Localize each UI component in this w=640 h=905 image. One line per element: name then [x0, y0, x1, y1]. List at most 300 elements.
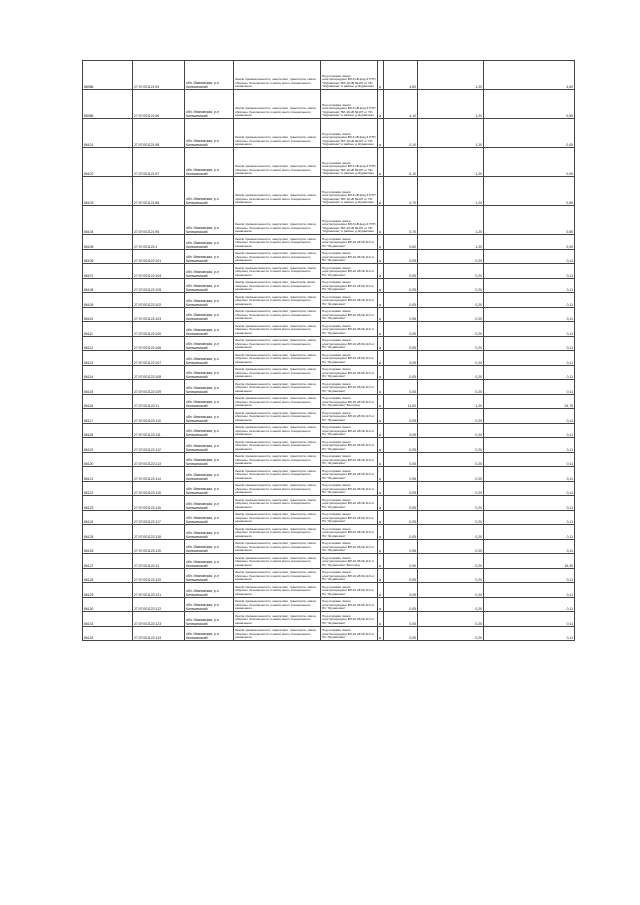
table-row [83, 626, 575, 641]
cadastral-number-cell: 27:07:001122:114 [133, 467, 185, 482]
row-id-cell: 86103 [83, 177, 133, 206]
unit-cell: а [378, 626, 384, 641]
cadastral-number-cell: 27:07:001122:12 [133, 554, 185, 569]
area-cell: 0,05 [384, 539, 418, 554]
table-row [83, 380, 575, 395]
unit-cell: а [378, 235, 384, 250]
cadastral-number-cell: 27:07:001122:102 [133, 293, 185, 308]
row-id-cell: 86126 [83, 539, 133, 554]
table-row [83, 568, 575, 583]
row-id-cell: 86111 [83, 322, 133, 337]
land-category-cell: Земли промышленности, энергетики, транспорta, связи, обороны, безопасности и земли иного специального назначения [234, 278, 321, 293]
total-cell: 0,11 [484, 307, 575, 322]
land-category-cell: Земли промышленности, энергетики, транспорта, связи, обороны, безопасности и земли иного специального назначения [234, 351, 321, 366]
total-cell: 0,11 [484, 293, 575, 308]
cadastral-number-cell: 27:07:001122:104 [133, 264, 185, 279]
value-cell: 1,20 [418, 394, 484, 409]
object-description-cell: Под опорами линии электропередачи ВЛ-10 кВ № 113 от ПС "Журавлево" [321, 351, 378, 366]
location-cell: обл. Ивановская, р-н Кинешемский [185, 351, 234, 366]
value-cell: 0,20 [418, 380, 484, 395]
area-cell: 0,05 [384, 351, 418, 366]
object-description-cell: Под опорами линии электропередачи ВЛ-10 кВ № 113 от ПС "Журавлево" [321, 568, 378, 583]
row-id-cell: 86086 [83, 90, 133, 119]
value-cell: 0,20 [418, 365, 484, 380]
total-cell: 0,11 [484, 539, 575, 554]
table-row [83, 365, 575, 380]
total-cell: 0,05 [484, 148, 575, 177]
area-cell: 0,05 [384, 467, 418, 482]
total-cell: 0,11 [484, 525, 575, 540]
value-cell: 1,20 [418, 235, 484, 250]
row-id-cell: 86108 [83, 278, 133, 293]
table-row [83, 612, 575, 627]
unit-cell: а [378, 90, 384, 119]
row-id-cell: 86105 [83, 235, 133, 250]
land-category-cell: Земли промышленности, энергетики, транспорта, связи, обороны, безопасности и земли иного специального назначения [234, 452, 321, 467]
unit-cell: а [378, 481, 384, 496]
value-cell: 1,20 [418, 177, 484, 206]
cadastral-number-cell: 27:07:001121:94 [133, 61, 185, 90]
unit-cell: а [378, 307, 384, 322]
total-cell: 0,11 [484, 481, 575, 496]
cadastral-number-cell: 27:07:001122:123 [133, 612, 185, 627]
area-cell: 0,05 [384, 336, 418, 351]
land-category-cell: Земли промышленности, энергетики, транспорта, связи, обороны, безопасности и земли иного специального назначения [234, 307, 321, 322]
value-cell: 0,20 [418, 539, 484, 554]
value-cell: 0,20 [418, 307, 484, 322]
object-description-cell: Под опорами линии электропередачи ВЛ-6 кВ фид.4 ПТП "Журавлево" ВЛ-10 кВ №107 от ПС "Журавлево" в районе д.Журавлево [321, 177, 378, 206]
table-row [83, 336, 575, 351]
area-cell: 0,70 [384, 206, 418, 235]
document-sheet [82, 60, 574, 866]
object-description-cell: Под опорами линии электропередачи ВЛ-10 кВ № 113 от ПС "Журавлево" [321, 438, 378, 453]
cadastral-number-cell: 27:07:001122:101 [133, 249, 185, 264]
cadastral-number-cell: 27:07:001121:98 [133, 119, 185, 148]
unit-cell: а [378, 61, 384, 90]
cadastral-number-cell: 27:07:001122:119 [133, 539, 185, 554]
row-id-cell: 86120 [83, 452, 133, 467]
unit-cell: а [378, 496, 384, 511]
land-category-cell: Земли промышленности, энергетики, транспорта, связи, обороны, безопасности и земли иного специального назначения [234, 525, 321, 540]
value-cell: 0,20 [418, 626, 484, 641]
location-cell: обл. Ивановская, р-н Кинешемский [185, 90, 234, 119]
cadastral-number-cell: 27:07:001121:86 [133, 177, 185, 206]
cadastral-number-cell: 27:07:001122:113 [133, 452, 185, 467]
total-cell: 0,11 [484, 597, 575, 612]
object-description-cell: Под опорами линии электропередачи ВЛ-10 кВ № 113 от ПС "Журавлево" [321, 365, 378, 380]
unit-cell: а [378, 423, 384, 438]
object-description-cell: Под опорами линии электропередачи ВЛ-10 кВ № 113 от ПС "Журавлево" [321, 293, 378, 308]
cadastral-number-cell: 27:07:001122:115 [133, 481, 185, 496]
total-cell: 0,11 [484, 510, 575, 525]
location-cell: обл. Ивановская, р-н Кинешемский [185, 496, 234, 511]
object-description-cell: Под опорами линии электропередачи ВЛ-10 кВ № 113 от ПС "Журавлево" [321, 264, 378, 279]
cadastral-number-cell: 27:07:001122:124 [133, 626, 185, 641]
area-cell: 0,60 [384, 235, 418, 250]
cadastral-number-cell: 27:07:001122:105 [133, 278, 185, 293]
land-category-cell: Земли промышленности, энергетики, транспорта, связи, обороны, безопасности и земли иного специального назначения [234, 264, 321, 279]
row-id-cell: 86101 [83, 119, 133, 148]
row-id-cell: 86114 [83, 365, 133, 380]
land-category-cell: Земли промышленности, энергетики, транспорта, связи, обороны, безопасности и земли иного специального назначения [234, 380, 321, 395]
object-description-cell: Под опорами линии электропередачи ВЛ-10 кВ № 113 от ПС "Журавлево" [321, 525, 378, 540]
cadastral-number-cell: 27:07:001122:103 [133, 307, 185, 322]
land-category-cell: Земли промышленности, энергетики, транспорта, связи, обороны, безопасности и земли иного специального назначения [234, 235, 321, 250]
row-id-cell: 86128 [83, 568, 133, 583]
row-id-cell: 86106 [83, 249, 133, 264]
row-id-cell: 86127 [83, 554, 133, 569]
location-cell: обл. Ивановская, р-н Кинешемский [185, 61, 234, 90]
object-description-cell: Под опорами линии электропередачи ВЛ-10 кВ № 113 от ПС "Журавлево" [321, 452, 378, 467]
area-cell: 0,05 [384, 568, 418, 583]
value-cell: 1,20 [418, 148, 484, 177]
row-id-cell: 86109 [83, 293, 133, 308]
total-cell: 0,05 [484, 119, 575, 148]
area-cell: 0,05 [384, 380, 418, 395]
land-category-cell: Земли промышленности, энергетики, транспорта, связи, обороны, безопасности и земли иного специального назначения [234, 568, 321, 583]
total-cell: 0,11 [484, 496, 575, 511]
row-id-cell: 86117 [83, 409, 133, 424]
row-id-cell: 86129 [83, 583, 133, 598]
table-row [83, 554, 575, 569]
total-cell: 0,11 [484, 583, 575, 598]
unit-cell: а [378, 612, 384, 627]
land-category-cell: Земли промышленности, энергетики, транспорта, связи, обороны, безопасности и земли иного специального назначения [234, 423, 321, 438]
land-category-cell: Земли промышленности, энергетики, транспорта, связи, обороны, безопасности и земли иного специального назначения [234, 177, 321, 206]
total-cell: 15,30 [484, 554, 575, 569]
cadastral-number-cell: 27:07:001122:110 [133, 409, 185, 424]
location-cell: обл. Ивановская, р-н Кинешемский [185, 380, 234, 395]
total-cell: 0,11 [484, 322, 575, 337]
location-cell: обл. Ивановская, р-н Кинешемский [185, 525, 234, 540]
cadastral-number-cell: 27:07:001122:106 [133, 336, 185, 351]
total-cell: 0,85 [484, 177, 575, 206]
object-description-cell: Под опорами линии электропередачи ВЛ-10 кВ № 113 от ПС "Журавлево" [321, 307, 378, 322]
unit-cell: а [378, 380, 384, 395]
land-category-cell: Земли промышленности, энергетики, транспорта, связи, обороны, безопасности и земли иного специального назначения [234, 409, 321, 424]
total-cell: 0,11 [484, 249, 575, 264]
location-cell: обл. Ивановская, р-н Кинешемский [185, 278, 234, 293]
object-description-cell: Под опорами линии электропередачи ВЛ-6 кВ фид.4 ПТП "Журавлево" ВЛ-10 кВ №107 от ПС "Журавлево" в районе д.Журавлево [321, 90, 378, 119]
unit-cell: а [378, 452, 384, 467]
unit-cell: а [378, 249, 384, 264]
land-category-cell: Земли промышленности, энергетики, транспорта, связи, обороны, безопасности и земли иного специального назначения [234, 90, 321, 119]
land-category-cell: Земли промышленности, энергетики, транспорта, связи, обороны, безопасности и земли иного специального назначения [234, 554, 321, 569]
cadastral-number-cell: 27:07:001122:120 [133, 568, 185, 583]
location-cell: обл. Ивановская, р-н Кинешемский [185, 554, 234, 569]
value-cell: 0,20 [418, 351, 484, 366]
table-row [83, 322, 575, 337]
unit-cell: а [378, 206, 384, 235]
land-category-cell: Земли промышленности, энергетики, транспорта, связи, обороны, безопасности и земли иного специального назначения [234, 583, 321, 598]
location-cell: обл. Ивановская, р-н Кинешемский [185, 481, 234, 496]
value-cell: 1,20 [418, 90, 484, 119]
total-cell: 0,11 [484, 626, 575, 641]
land-category-cell: Земли промышленности, энергетики, транспорта, связи, обороны, безопасности и земли иного специального назначения [234, 612, 321, 627]
area-cell: 0,10 [384, 119, 418, 148]
table-row [83, 278, 575, 293]
land-category-cell: Земли промышленности, энергетики, транспорта, связи, обороны, безопасности и земли иного специального назначения [234, 322, 321, 337]
area-cell: 4,10 [384, 90, 418, 119]
row-id-cell: 86118 [83, 423, 133, 438]
location-cell: обл. Ивановская, р-н Кинешемский [185, 539, 234, 554]
table-row [83, 539, 575, 554]
location-cell: обл. Ивановская, р-н Кинешемский [185, 365, 234, 380]
table-row [83, 293, 575, 308]
location-cell: обл. Ивановская, р-н Кинешемский [185, 452, 234, 467]
value-cell: 0,20 [418, 409, 484, 424]
cadastral-number-cell: 27:07:001122:111 [133, 423, 185, 438]
table-row [83, 119, 575, 148]
area-cell: 0,05 [384, 409, 418, 424]
land-category-cell: Земли промышленности, энергетики, транспорта, связи, обороны, безопасности и земли иного специального назначения [234, 119, 321, 148]
area-cell: 0,05 [384, 423, 418, 438]
row-id-cell: 86116 [83, 394, 133, 409]
cadastral-number-cell: 27:07:001122:11 [133, 394, 185, 409]
land-category-cell: Земли промышленности, энергетики, транспорта, связи, обороны, безопасности и земли иного специального назначения [234, 481, 321, 496]
location-cell: обл. Ивановская, р-н Кинешемский [185, 597, 234, 612]
object-description-cell: Под опорами линии электропередачи ВЛ-10 кВ № 113 от ПС "Журавлево" [321, 278, 378, 293]
area-cell: 0,05 [384, 583, 418, 598]
total-cell: 0,11 [484, 365, 575, 380]
land-category-cell: Земли промышленности, энергетики, транспорта, связи, обороны, безопасности и земли иного специального назначения [234, 293, 321, 308]
unit-cell: а [378, 365, 384, 380]
total-cell: 0,11 [484, 438, 575, 453]
value-cell: 0,20 [418, 612, 484, 627]
cadastral-number-cell: 27:07:001122:112 [133, 438, 185, 453]
land-category-cell: Земли промышленности, энергетики, транспорта, связи, обороны, безопасности и земли иного специального назначения [234, 597, 321, 612]
unit-cell: а [378, 510, 384, 525]
location-cell: обл. Ивановская, р-н Кинешемский [185, 409, 234, 424]
total-cell: 0,11 [484, 351, 575, 366]
object-description-cell: Под опорами линии электропередачи ВЛ-10 кВ № 113 от ПС "Журавлево" Белгород [321, 394, 378, 409]
area-cell: 0,05 [384, 452, 418, 467]
table-row [83, 394, 575, 409]
value-cell: 1,20 [418, 206, 484, 235]
location-cell: обл. Ивановская, р-н Кинешемский [185, 626, 234, 641]
unit-cell: а [378, 409, 384, 424]
table-row [83, 307, 575, 322]
object-description-cell: Под опорами линии электропередачи ВЛ-6 кВ фид.4 ПТП "Журавлево" ВЛ-10 кВ №107 от ПС "Журавлево" в районе д.Журавлево [321, 61, 378, 90]
object-description-cell: Под опорами линии электропередачи ВЛ-6 кВ фид.4 ПТП "Журавлево" ВЛ-10 кВ №107 от ПС "Журавлево" в районе д.Журавлево [321, 206, 378, 235]
row-id-cell: 86121 [83, 467, 133, 482]
location-cell: обл. Ивановская, р-н Кинешемский [185, 148, 234, 177]
location-cell: обл. Ивановская, р-н Кинешемский [185, 235, 234, 250]
cadastral-number-cell: 27:07:001122:108 [133, 365, 185, 380]
row-id-cell: 86113 [83, 351, 133, 366]
table-row [83, 249, 575, 264]
value-cell: 0,20 [418, 597, 484, 612]
total-cell: 4,60 [484, 61, 575, 90]
object-description-cell: Под опорами линии электропередачи ВЛ-6 кВ фид.4 ПТП "Журавлево" ВЛ-10 кВ №107 от ПС "Журавлево" в районе д.Журавлево [321, 119, 378, 148]
total-cell: 0,11 [484, 423, 575, 438]
cadastral-number-cell: 27:07:001122:1 [133, 235, 185, 250]
row-id-cell: 86110 [83, 307, 133, 322]
unit-cell: а [378, 568, 384, 583]
value-cell: 0,20 [418, 438, 484, 453]
row-id-cell: 86123 [83, 496, 133, 511]
land-plots-table [82, 60, 575, 641]
area-cell: 0,05 [384, 249, 418, 264]
row-id-cell: 86102 [83, 148, 133, 177]
unit-cell: а [378, 119, 384, 148]
table-row [83, 148, 575, 177]
table-row [83, 61, 575, 90]
area-cell: 0,05 [384, 496, 418, 511]
unit-cell: а [378, 351, 384, 366]
value-cell: 0,20 [418, 293, 484, 308]
value-cell: 0,20 [418, 278, 484, 293]
location-cell: обл. Ивановская, р-н Кинешемский [185, 423, 234, 438]
area-cell: 0,05 [384, 510, 418, 525]
land-category-cell: Земли промышленности, энергетики, транспорта, связи, обороны, безопасности и земли иного специального назначения [234, 394, 321, 409]
total-cell: 0,11 [484, 568, 575, 583]
area-cell: 0,05 [384, 365, 418, 380]
object-description-cell: Под опорами линии электропередачи ВЛ-10 кВ № 113 от ПС "Журавлево" [321, 612, 378, 627]
value-cell: 0,20 [418, 322, 484, 337]
unit-cell: а [378, 438, 384, 453]
value-cell: 0,20 [418, 568, 484, 583]
land-category-cell: Земли промышленности, энергетики, транспорта, связи, обороны, безопасности и земли иного специального назначения [234, 539, 321, 554]
row-id-cell: 86086 [83, 61, 133, 90]
total-cell: 0,11 [484, 612, 575, 627]
total-cell: 0,11 [484, 409, 575, 424]
land-category-cell: Земли промышленности, энергетики, транспорта, связи, обороны, безопасности и земли иного специального назначения [234, 206, 321, 235]
object-description-cell: Под опорами линии электропередачи ВЛ-10 кВ № 113 от ПС "Журавлево" [321, 336, 378, 351]
total-cell: 0,11 [484, 452, 575, 467]
location-cell: обл. Ивановская, р-н Кинешемский [185, 119, 234, 148]
location-cell: обл. Ивановская, р-н Кинешемский [185, 177, 234, 206]
unit-cell: а [378, 394, 384, 409]
value-cell: 0,20 [418, 554, 484, 569]
object-description-cell: Под опорами линии электропередачи ВЛ-10 кВ № 113 от ПС "Журавлево" [321, 510, 378, 525]
object-description-cell: Под опорами линии электропередачи ВЛ-10 кВ № 113 от ПС "Журавлево" [321, 626, 378, 641]
table-row [83, 409, 575, 424]
object-description-cell: Под опорами линии электропередачи ВЛ-10 кВ № 113 от ПС "Журавлево" [321, 235, 378, 250]
table-row [83, 90, 575, 119]
table-row [83, 264, 575, 279]
row-id-cell: 86124 [83, 510, 133, 525]
table-row [83, 467, 575, 482]
unit-cell: а [378, 264, 384, 279]
table-row [83, 206, 575, 235]
unit-cell: а [378, 177, 384, 206]
table-row [83, 452, 575, 467]
unit-cell: а [378, 583, 384, 598]
table-row [83, 438, 575, 453]
value-cell: 0,20 [418, 264, 484, 279]
land-category-cell: Земли промышленности, энергетики, транспорта, связи, обороны, безопасности и земли иного специального назначения [234, 365, 321, 380]
location-cell: обл. Ивановская, р-н Кинешемский [185, 322, 234, 337]
value-cell: 0,20 [418, 525, 484, 540]
area-cell: 0,05 [384, 525, 418, 540]
object-description-cell: Под опорами линии электропередачи ВЛ-10 кВ № 113 от ПС "Журавлево" [321, 409, 378, 424]
cadastral-number-cell: 27:07:001122:117 [133, 510, 185, 525]
object-description-cell: Под опорами линии электропередачи ВЛ-10 кВ № 113 от ПС "Журавлево" [321, 496, 378, 511]
value-cell: 1,20 [418, 61, 484, 90]
area-cell: 0,10 [384, 148, 418, 177]
object-description-cell: Под опорами линии электропередачи ВЛ-6 кВ фид.4 ПТП "Журавлево" ВЛ-10 кВ №107 от ПС "Журавлево" в районе д.Журавлево [321, 148, 378, 177]
location-cell: обл. Ивановская, р-н Кинешемский [185, 307, 234, 322]
table-row [83, 351, 575, 366]
row-id-cell: 86107 [83, 264, 133, 279]
total-cell: 0,11 [484, 278, 575, 293]
area-cell: 0,05 [384, 438, 418, 453]
land-category-cell: Земли промышленности, энергетики, транспорта, связи, обороны, безопасности и земли иного специального назначения [234, 336, 321, 351]
total-cell: 0,85 [484, 206, 575, 235]
land-category-cell: Земли промышленности, энергетики, транспорта, связи, обороны, безопасности и земли иного специального назначения [234, 496, 321, 511]
total-cell: 0,11 [484, 467, 575, 482]
location-cell: обл. Ивановская, р-н Кинешемский [185, 568, 234, 583]
object-description-cell: Под опорами линии электропередачи ВЛ-10 кВ № 113 от ПС "Журавлево" [321, 481, 378, 496]
location-cell: обл. Ивановская, р-н Кинешемский [185, 612, 234, 627]
total-cell: 0,55 [484, 90, 575, 119]
area-cell: 4,60 [384, 61, 418, 90]
total-cell: 0,11 [484, 264, 575, 279]
value-cell: 0,20 [418, 510, 484, 525]
total-cell: 0,11 [484, 336, 575, 351]
object-description-cell: Под опорами линии электропередачи ВЛ-10 кВ № 113 от ПС "Журавлево" [321, 423, 378, 438]
land-category-cell: Земли промышленности, энергетики, транспорта, связи, обороны, безопасности и земли иного специального назначения [234, 148, 321, 177]
object-description-cell: Под опорами линии электропередачи ВЛ-10 кВ № 113 от ПС "Журавлево" [321, 380, 378, 395]
area-cell: 0,05 [384, 264, 418, 279]
row-id-cell: 86119 [83, 438, 133, 453]
total-cell: 0,05 [484, 235, 575, 250]
location-cell: обл. Ивановская, р-н Кинешемский [185, 510, 234, 525]
unit-cell: а [378, 336, 384, 351]
row-id-cell: 86131 [83, 612, 133, 627]
area-cell: 0,05 [384, 626, 418, 641]
area-cell: 0,05 [384, 278, 418, 293]
object-description-cell: Под опорами линии электропередачи ВЛ-10 кВ № 113 от ПС "Журавлево" [321, 597, 378, 612]
table-row [83, 423, 575, 438]
area-cell: 0,90 [384, 554, 418, 569]
object-description-cell: Под опорами линии электропередачи ВЛ-10 кВ № 113 от ПС "Журавлево" [321, 467, 378, 482]
cadastral-number-cell: 27:07:001122:122 [133, 597, 185, 612]
unit-cell: а [378, 148, 384, 177]
cadastral-number-cell: 27:07:001122:116 [133, 496, 185, 511]
table-row [83, 496, 575, 511]
row-id-cell: 86104 [83, 206, 133, 235]
area-cell: 0,05 [384, 612, 418, 627]
area-cell: 0,05 [384, 293, 418, 308]
object-description-cell: Под опорами линии электропередачи ВЛ-10 кВ № 113 от ПС "Журавлево" [321, 322, 378, 337]
land-category-cell: Земли промышленности, энергетики, транспорта, связи, обороны, безопасности и земли иного специального назначения [234, 61, 321, 90]
location-cell: обл. Ивановская, р-н Кинешемский [185, 336, 234, 351]
table-row [83, 481, 575, 496]
row-id-cell: 86132 [83, 626, 133, 641]
unit-cell: а [378, 539, 384, 554]
land-category-cell: Земли промышленности, энергетики, транспорта, связи, обороны, безопасности и земли иного специального назначения [234, 438, 321, 453]
object-description-cell: Под опорами линии электропередачи ВЛ-10 кВ № 113 от ПС "Журавлево" [321, 249, 378, 264]
table-row [83, 177, 575, 206]
land-category-cell: Земли промышленности, энергетики, транспорта, связи, обороны, безопасности и земли иного специального назначения [234, 249, 321, 264]
value-cell: 0,20 [418, 452, 484, 467]
value-cell: 0,20 [418, 467, 484, 482]
area-cell: 11,00 [384, 394, 418, 409]
value-cell: 0,20 [418, 496, 484, 511]
cadastral-number-cell: 27:07:001122:109 [133, 380, 185, 395]
unit-cell: а [378, 467, 384, 482]
unit-cell: а [378, 525, 384, 540]
table-row [83, 525, 575, 540]
location-cell: обл. Ивановская, р-н Кинешемский [185, 293, 234, 308]
area-cell: 0,05 [384, 322, 418, 337]
table-row [83, 510, 575, 525]
row-id-cell: 86122 [83, 481, 133, 496]
area-cell: 0,70 [384, 177, 418, 206]
land-category-cell: Земли промышленности, энергетики, транспорта, связи, обороны, безопасности и земли иного специального назначения [234, 467, 321, 482]
